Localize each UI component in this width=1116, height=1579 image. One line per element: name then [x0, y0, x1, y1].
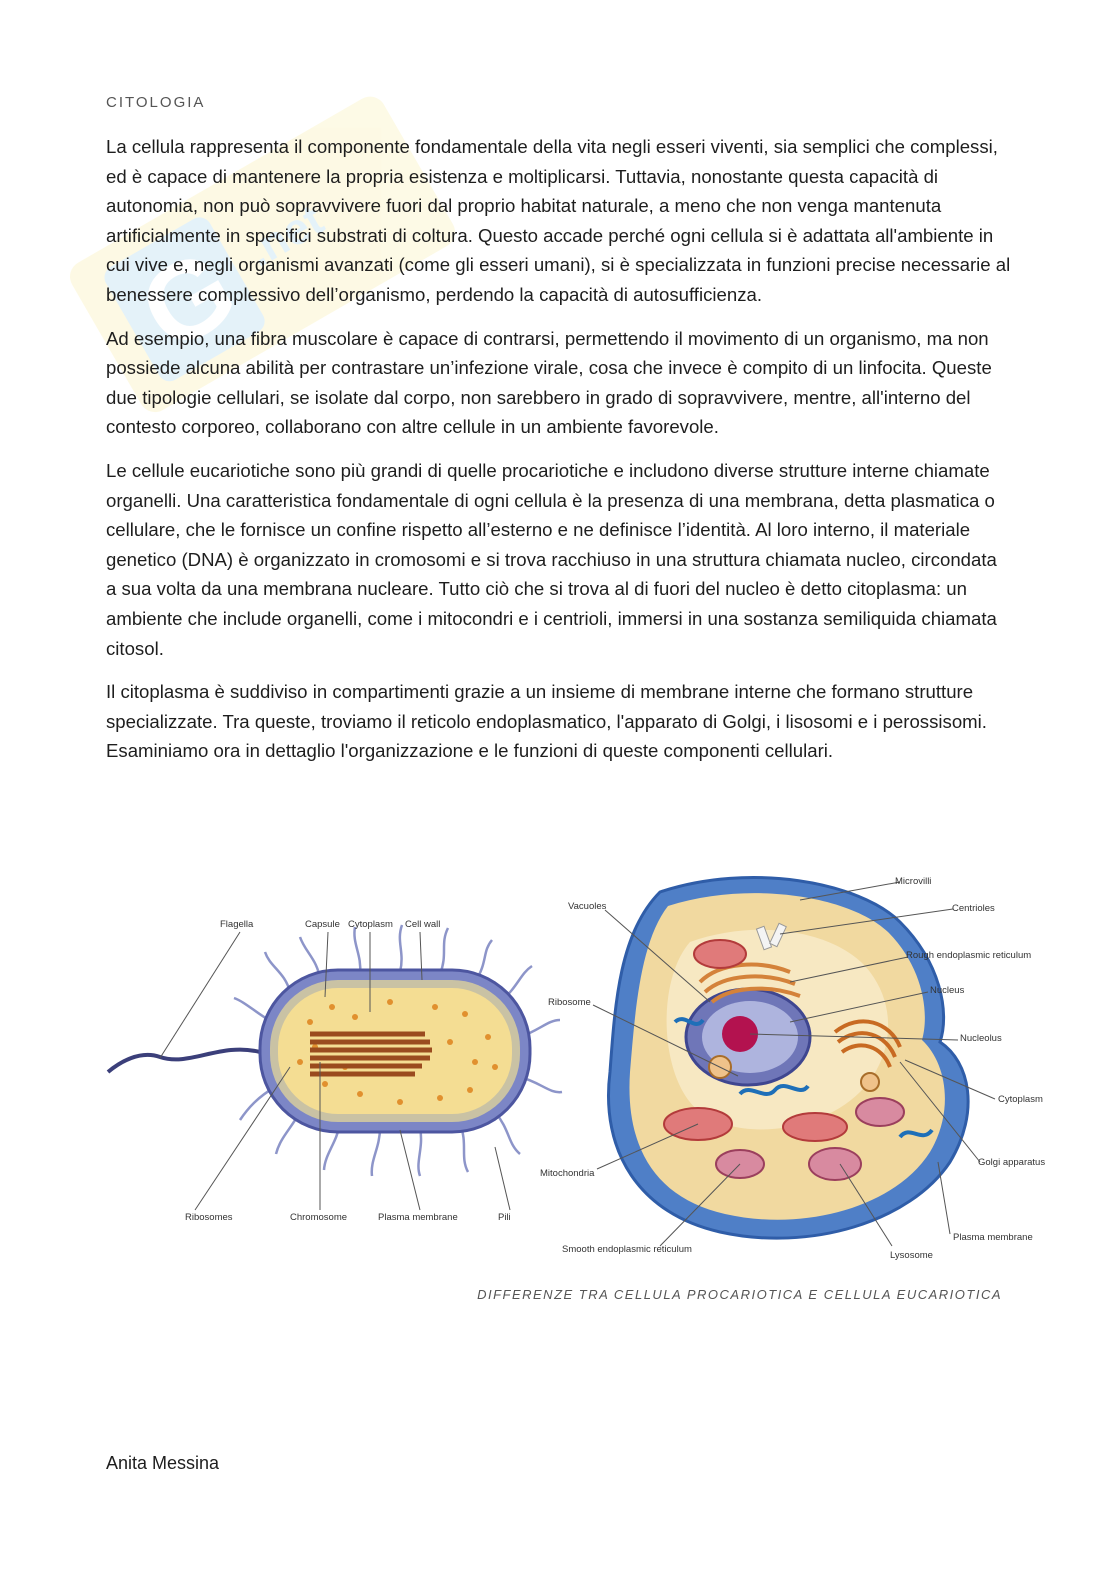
label-smooth-er: Smooth endoplasmic reticulum — [562, 1244, 692, 1255]
label-mitochondria: Mitochondria — [540, 1168, 595, 1179]
figure-caption: DIFFERENZE TRA CELLULA PROCARIOTICA E CELLULA EUCARIOTICA — [477, 1287, 1002, 1302]
label-chromosome: Chromosome — [290, 1212, 348, 1223]
label-capsule: Capsule — [305, 919, 340, 930]
body-text — [106, 132, 1011, 780]
label-plasma-membrane-eukaryote: Plasma membrane — [953, 1232, 1033, 1243]
svg-text:.net: .net — [239, 195, 332, 277]
svg-text:G: G — [120, 225, 257, 375]
eukaryote-illustration — [540, 876, 1045, 1261]
prokaryote-illustration — [108, 919, 562, 1223]
author-name: Anita Messina — [106, 1453, 220, 1473]
paragraph: Le cellule eucariotiche sono più grandi di quelle procariotiche e includono diverse strutture interne chiamate organelli. Una caratteristica fondamentale di ogni cellula è la presenza di una membrana, detta plasmatica o cellulare, che le fornisce un confine rispetto all’esterno e ne definisce l’identità. Al loro interno, il materiale genetico (DNA) è organizzato in cromosomi e si trova racchiuso in una struttura chiamata nucleo, circondata a sua volta da una membrana nucleare. Tutto ciò che si trova al di fuori del nucleo è detto citoplasma: un ambiente che include organelli, come i mitocondri e i centrioli, immersi in una sostanza semiliquida chiamata citosol. — [106, 459, 997, 659]
label-golgi: Golgi apparatus — [978, 1157, 1046, 1168]
label-ribosomes: Ribosomes — [185, 1212, 233, 1223]
label-centrioles: Centrioles — [952, 903, 995, 914]
label-rough-er: Rough endoplasmic reticulum — [906, 950, 1032, 961]
paragraph: Il citoplasma è suddiviso in compartimenti grazie a un insieme di membrane interne che formano strutture specializzate. Tra queste, troviamo il reticolo endoplasmatico, l'apparato di Golgi, i lisosomi e i perossisomi. Esaminiamo ora in dettaglio l'organizzazione e le funzioni di queste componenti cellulari. — [106, 681, 987, 762]
label-ribosome: Ribosome — [548, 997, 591, 1008]
cell-comparison-figure — [100, 862, 1060, 1272]
label-nucleolus: Nucleolus — [960, 1033, 1002, 1044]
label-flagella: Flagella — [220, 919, 254, 930]
paragraph: La cellula rappresenta il componente fondamentale della vita negli esseri viventi, sia semplici che complessi, ed è capace di mantenere la propria esistenza e moltiplicarsi. Tuttavia, nonostante questa capacità di autonomia, non può sopravvivere fuori dal proprio habitat naturale, a meno che non venga mantenuta artificialmente in specifici substrati di coltura. Questo accade perché ogni cellula si è adattata all'ambiente in cui vive e, negli organismi avanzati (come gli esseri umani), si è specializzata in funzioni precise necessarie al benessere complessivo dell’organismo, perdendo la capacità di autosufficienza. — [106, 136, 1011, 305]
page-heading: CITOLOGIA — [106, 94, 206, 111]
label-vacuoles: Vacuoles — [568, 901, 607, 912]
label-lysosome: Lysosome — [890, 1250, 933, 1261]
label-cell-wall: Cell wall — [405, 919, 441, 930]
label-microvilli: Microvilli — [895, 876, 932, 887]
label-plasma-membrane: Plasma membrane — [378, 1212, 458, 1223]
label-pili: Pili — [498, 1212, 511, 1223]
paragraph: Ad esempio, una fibra muscolare è capace di contrarsi, permettendo il movimento di un organismo, ma non possiede alcuna abilità per contrastare un’infezione virale, cosa che invece è compito di un linfocita. Queste due tipologie cellulari, se isolate dal corpo, non sarebbero in grado di sopravvivere, mentre, all'interno del contesto corporeo, collaborano con altre cellule in un ambiente favorevole. — [106, 327, 992, 438]
label-cytoplasm-eukaryote: Cytoplasm — [998, 1094, 1043, 1105]
label-nucleus: Nucleus — [930, 985, 965, 996]
label-cytoplasm: Cytoplasm — [348, 919, 393, 930]
